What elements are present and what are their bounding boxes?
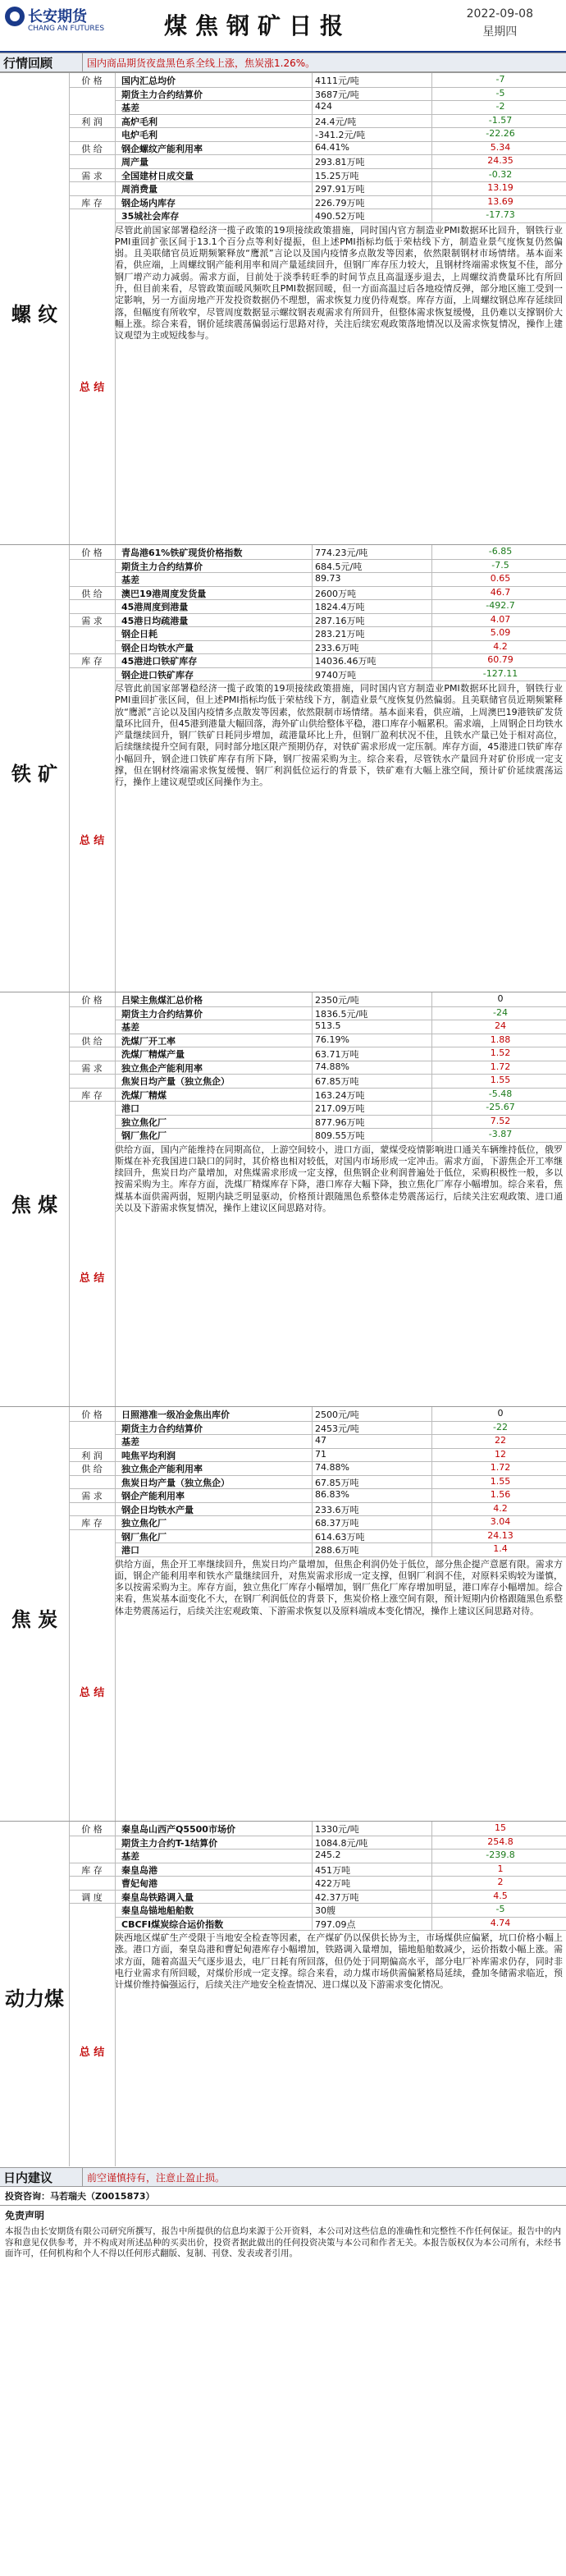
row-change: -22	[493, 1421, 508, 1432]
data-row	[0, 142, 566, 155]
row-indicator: 日照港准一级冶金焦出库价	[121, 1409, 230, 1420]
row-value: 217.09万吨	[315, 1103, 365, 1114]
data-row	[0, 1516, 566, 1529]
row-change: 46.7	[490, 586, 511, 598]
row-indicator: 秦皇岛山西产Q5500市场价	[121, 1824, 235, 1835]
data-row	[0, 1543, 566, 1556]
row-change: 254.8	[487, 1836, 514, 1847]
data-row	[0, 1020, 566, 1034]
data-row	[0, 128, 566, 141]
row-indicator: 独立焦化厂	[121, 1116, 167, 1128]
data-row	[0, 1918, 566, 1931]
row-category: 需 求	[81, 1491, 103, 1501]
data-row	[0, 546, 566, 559]
row-value: 797.09点	[315, 1918, 356, 1930]
row-change: 1.56	[490, 1489, 511, 1500]
report-header	[0, 0, 566, 53]
row-indicator: 港口	[121, 1103, 139, 1114]
row-change: -492.7	[486, 600, 515, 611]
row-category: 需 求	[81, 615, 103, 626]
row-indicator: 秦皇岛港	[121, 1864, 157, 1876]
row-category: 供 给	[81, 1035, 103, 1047]
disclaimer-text: 本报告由长安期货有限公司研究所撰写，报告中所提供的信息均来源于公开资料，本公司对这些信息的准确性和完整性不作任何保证。报告中的内容和意见仅供参考，并不构成对所述品种的买卖出价，投资者据此做出的任何投资决策与本公司和作者无关。本报告版权仅为本公司所有，未经书面许可，任何机构和个人不得以任何形式翻版、复制、刊登、发表或者引用。	[5, 2226, 561, 2258]
logo-mark-icon	[5, 7, 25, 26]
row-change: 1.72	[490, 1061, 511, 1072]
row-indicator: 期货主力合约结算价	[121, 89, 203, 100]
section-2	[0, 992, 566, 1407]
data-row	[0, 1089, 566, 1102]
row-divider	[115, 1142, 566, 1143]
row-indicator: 高炉毛利	[121, 116, 157, 127]
row-indicator: 曹妃甸港	[121, 1878, 157, 1889]
row-value: 1084.8元/吨	[315, 1837, 368, 1849]
data-row	[0, 1034, 566, 1047]
row-value: 9740万吨	[315, 669, 356, 681]
commodity-name: 动力煤	[5, 1987, 64, 2010]
row-value: 614.63万吨	[315, 1531, 365, 1542]
data-row	[0, 1836, 566, 1849]
row-indicator: 全国建材日成交量	[121, 170, 194, 181]
data-row	[0, 169, 566, 182]
data-row	[0, 1891, 566, 1904]
row-change: -2	[495, 101, 505, 112]
row-indicator: 期货主力合约结算价	[121, 1423, 203, 1434]
row-value: 774.23元/吨	[315, 548, 368, 558]
summary-text: 陕西地区煤矿生产受限于当地安全检查等因素，在产煤矿仍以保供长协为主，市场煤供应偏紧，坑口价格小幅上涨。港口方面，秦皇岛港和曹妃甸港库存小幅增加，铁路调入量增加，锚地船舶数减少，运价指数小幅上涨。需求方面，随着高温天气逐步退去，电厂日耗有所回落，但仍处于同期偏高水平，部分电厂补库需求仍存，同时非电行业需求有所回暖，对煤价形成一定支撑。综合来看，动力煤市场供需偏紧格局延续，叠加冬储需求临近，预计煤价维持偏强运行，后续关注产地安全检查情况、进口煤以及下游需求变化情况。	[115, 1932, 563, 1991]
section-3	[0, 1406, 566, 1822]
summary-text: 尽管此前国家部署稳经济一揽子政策的19项接续政策措施，同时国内官方制造业PMI数据环比回升，钢铁行业PMI重回扩张区间，但上述PMI指标均低于荣枯线下方，制造业景气度恢复仍然偏弱。且美联储官员近期频繁释放“鹰派”言论以及国内疫情多点散发等因素，依然限制市场情绪。基本面来看，供应端，上周澳巴19港铁矿发货量环比回升，但45港到港量大幅回落，海外矿山供给整体平稳，港口库存小幅累积。需求端，上周钢企日均铁水产量继续回升，钢厂铁矿日耗同步增加，疏港量环比上升，但钢厂盈利状况不佳，且铁水产量已处于相对高位，后续继续提升空间有限，同时部分地区限产预期仍存，对铁矿需求形成一定压制。库存方面，45港进口铁矿库存小幅回升，钢企进口铁矿库存有所下降，钢厂按需采购为主。综合来看，尽管铁水产量回升对矿价形成一定支撑，但在钢材终端需求恢复缓慢、钢厂利润低位运行的背景下，铁矿难有大幅上涨空间，预计矿价延续震荡运行，操作上建议观望或区间操作为主。	[115, 683, 563, 788]
row-value: 293.81万吨	[315, 157, 365, 167]
row-value: 490.52万吨	[315, 211, 365, 222]
row-category: 价 格	[81, 1824, 103, 1835]
company-name-cn: 长安期货	[28, 8, 87, 25]
row-value: 3687元/吨	[315, 89, 359, 100]
row-divider	[115, 1556, 566, 1557]
report-footer	[0, 2167, 566, 2262]
row-change: 2	[497, 1877, 504, 1887]
row-indicator: 钢企日均铁水产量	[121, 1504, 194, 1515]
market-review-text: 国内商品期货夜盘黑色系全线上涨，焦炭涨1.26%。	[87, 57, 316, 69]
data-row	[0, 587, 566, 600]
row-change: 24.35	[487, 155, 514, 166]
row-category: 供 给	[81, 588, 103, 599]
row-category: 库 存	[81, 656, 103, 667]
row-value: 245.2	[315, 1849, 341, 1860]
data-row	[0, 993, 566, 1006]
data-row	[0, 560, 566, 573]
data-row	[0, 573, 566, 586]
data-row	[0, 1849, 566, 1863]
row-indicator: 基差	[121, 1022, 139, 1033]
row-value: 67.85万吨	[315, 1076, 359, 1087]
row-value: 226.79万吨	[315, 197, 365, 209]
row-indicator: 港口	[121, 1545, 139, 1556]
row-value: 877.96万吨	[315, 1116, 365, 1128]
row-indicator: 钢企产能利用率	[121, 1491, 185, 1501]
row-change: -0.32	[488, 168, 513, 180]
data-row	[0, 1503, 566, 1516]
data-row	[0, 101, 566, 114]
row-change: -6.85	[488, 546, 513, 557]
row-change: -7	[495, 74, 505, 85]
row-indicator: 洗煤厂精煤	[121, 1089, 167, 1101]
row-change: 22	[495, 1435, 506, 1446]
data-row	[0, 641, 566, 654]
market-review	[0, 53, 566, 71]
row-value: 1824.4万吨	[315, 602, 365, 612]
data-row	[0, 614, 566, 627]
row-value: 30艘	[315, 1905, 335, 1916]
data-row	[0, 600, 566, 613]
row-indicator: 周产量	[121, 157, 148, 167]
row-indicator: 钢厂焦化厂	[121, 1130, 167, 1141]
data-row	[0, 88, 566, 101]
row-indicator: 电炉毛利	[121, 130, 157, 140]
row-value: 67.85万吨	[315, 1477, 359, 1488]
data-row	[0, 1129, 566, 1142]
row-indicator: 基差	[121, 575, 139, 585]
row-indicator: 吨焦平均利润	[121, 1450, 176, 1461]
row-indicator: 独立焦企产能利用率	[121, 1062, 203, 1074]
data-row	[0, 1075, 566, 1088]
row-category: 供 给	[81, 1464, 103, 1474]
commodity-name: 铁 矿	[11, 762, 58, 786]
row-change: 13.19	[487, 182, 514, 193]
data-row	[0, 1863, 566, 1877]
row-change: -24	[493, 1006, 508, 1018]
row-indicator: 吕梁主焦煤汇总价格	[121, 995, 203, 1006]
row-change: 4.2	[493, 640, 508, 652]
row-divider	[115, 1930, 566, 1931]
row-change: 1.72	[490, 1462, 511, 1473]
section-1	[0, 544, 566, 992]
row-change: -5.48	[488, 1088, 513, 1099]
data-row	[0, 1877, 566, 1890]
row-change: 0	[497, 993, 504, 1004]
data-row	[0, 1904, 566, 1917]
row-category: 库 存	[81, 1864, 103, 1876]
intraday-advice-label: 日内建议	[3, 2170, 53, 2185]
investment-advisor: 投资咨询：马若瑞夫（Z0015873）	[0, 2187, 566, 2206]
data-row	[0, 1102, 566, 1115]
data-row	[0, 1007, 566, 1020]
divider	[82, 2168, 83, 2186]
divider	[82, 53, 83, 71]
row-category: 利 润	[81, 116, 103, 127]
row-value: 297.91万吨	[315, 184, 365, 195]
row-indicator: 钢厂焦化厂	[121, 1531, 167, 1542]
row-indicator: 钢企日耗	[121, 629, 157, 639]
row-indicator: 基差	[121, 103, 139, 113]
data-row	[0, 1047, 566, 1061]
data-row	[0, 182, 566, 195]
data-row	[0, 1530, 566, 1543]
row-change: 4.74	[490, 1917, 511, 1928]
data-row	[0, 1449, 566, 1462]
row-change: -127.11	[482, 667, 518, 679]
data-row	[0, 115, 566, 128]
data-row	[0, 1489, 566, 1502]
row-value: 287.16万吨	[315, 615, 365, 626]
intraday-advice-text: 前空谨慎持有，注意止盈止损。	[87, 2172, 226, 2184]
row-value: 163.24万吨	[315, 1089, 365, 1101]
row-change: -3.87	[488, 1129, 513, 1139]
row-indicator: 秦皇岛锚地船舶数	[121, 1905, 194, 1916]
row-value: 233.6万吨	[315, 1504, 359, 1515]
row-change: 13.69	[487, 195, 514, 207]
row-category: 价 格	[81, 548, 103, 558]
summary-label: 总 结	[79, 834, 105, 847]
row-value: 1836.5元/吨	[315, 1008, 368, 1020]
row-divider	[115, 222, 566, 223]
data-row	[0, 1476, 566, 1489]
row-change: 1.88	[490, 1034, 511, 1045]
row-change: 5.34	[490, 141, 511, 153]
row-category: 库 存	[81, 1089, 103, 1101]
row-change: -1.57	[488, 114, 513, 126]
row-indicator: 45港进口铁矿库存	[121, 656, 198, 667]
row-value: -341.2元/吨	[315, 130, 366, 140]
row-category: 价 格	[81, 76, 103, 86]
row-change: 1.52	[490, 1047, 511, 1058]
row-change: 1.4	[493, 1543, 508, 1554]
company-name-en: CHANG AN FUTURES	[28, 25, 105, 33]
row-value: 451万吨	[315, 1864, 350, 1876]
row-indicator: 35城社会库存	[121, 211, 180, 222]
row-value: 71	[315, 1448, 326, 1460]
row-value: 424	[315, 101, 332, 112]
row-value: 2453元/吨	[315, 1423, 359, 1434]
row-change: 4.5	[493, 1890, 508, 1901]
row-value: 283.21万吨	[315, 629, 365, 639]
data-row	[0, 1422, 566, 1435]
row-indicator: 洗煤厂开工率	[121, 1035, 176, 1047]
row-change: 1	[497, 1863, 504, 1874]
summary-label: 总 结	[79, 2046, 105, 2059]
data-row	[0, 668, 566, 681]
data-row	[0, 627, 566, 640]
row-change: 4.07	[490, 613, 511, 625]
row-indicator: 钢企进口铁矿库存	[121, 669, 194, 681]
section-0	[0, 72, 566, 545]
row-value: 74.88%	[315, 1061, 349, 1072]
row-category: 价 格	[81, 1409, 103, 1420]
date-text: 2022-09-08	[466, 7, 533, 21]
row-indicator: 45港周度到港量	[121, 602, 189, 612]
row-indicator: CBCFI煤炭综合运价指数	[121, 1918, 224, 1930]
data-row	[0, 1408, 566, 1421]
row-indicator: 焦炭日均产量（独立焦企）	[121, 1477, 230, 1488]
section-4	[0, 1821, 566, 2166]
market-review-label: 行情回顾	[3, 56, 53, 71]
row-category: 调 度	[81, 1891, 103, 1903]
row-value: 68.37万吨	[315, 1518, 359, 1529]
market-review-bar	[0, 53, 566, 72]
data-row	[0, 196, 566, 209]
row-indicator: 国内汇总均价	[121, 76, 176, 86]
row-change: -17.73	[486, 209, 515, 220]
row-value: 64.41%	[315, 141, 349, 153]
row-value: 15.25万吨	[315, 170, 359, 181]
row-change: 1.55	[490, 1075, 511, 1085]
data-row	[0, 1462, 566, 1475]
row-change: 4.2	[493, 1502, 508, 1514]
row-change: 24	[495, 1020, 506, 1031]
row-value: 4111元/吨	[315, 76, 359, 86]
row-value: 86.83%	[315, 1489, 349, 1500]
row-indicator: 钢企日均铁水产量	[121, 642, 194, 653]
row-change: 60.79	[487, 654, 514, 665]
row-value: 288.6万吨	[315, 1545, 359, 1556]
row-category: 库 存	[81, 1518, 103, 1529]
row-change: 7.52	[490, 1115, 511, 1126]
row-indicator: 基差	[121, 1437, 139, 1447]
row-category: 供 给	[81, 143, 103, 154]
row-category: 需 求	[81, 1062, 103, 1074]
company-logo	[5, 5, 103, 44]
row-value: 684.5元/吨	[315, 561, 363, 572]
row-value: 14036.46万吨	[315, 656, 377, 667]
row-indicator: 青岛港61%铁矿现货价格指数	[121, 548, 243, 558]
row-indicator: 澳巴19港周度发货量	[121, 588, 207, 599]
row-change: 24.13	[487, 1529, 514, 1541]
data-row	[0, 654, 566, 667]
summary-label: 总 结	[79, 1272, 105, 1285]
report-date	[467, 5, 533, 41]
row-value: 233.6万吨	[315, 642, 359, 653]
row-change: -239.8	[486, 1849, 515, 1860]
row-change: 5.09	[490, 627, 511, 638]
row-value: 2500元/吨	[315, 1409, 359, 1420]
row-indicator: 期货主力合约T-1结算价	[121, 1837, 218, 1849]
row-indicator: 焦炭日均产量（独立焦企）	[121, 1076, 230, 1087]
row-change: 0.65	[490, 573, 511, 584]
disclaimer-title: 免责声明	[5, 2210, 45, 2221]
row-value: 74.88%	[315, 1462, 349, 1473]
row-indicator: 钢企螺纹产能利用率	[121, 143, 203, 154]
row-indicator: 独立焦化厂	[121, 1518, 167, 1529]
row-indicator: 周消费量	[121, 184, 157, 195]
summary-label: 总 结	[79, 381, 105, 394]
commodity-name: 焦 炭	[11, 1607, 58, 1631]
row-change: -7.5	[491, 559, 509, 571]
row-category: 价 格	[81, 995, 103, 1006]
row-indicator: 洗煤厂精煤产量	[121, 1049, 185, 1060]
row-indicator: 期货主力合约结算价	[121, 1008, 203, 1020]
data-row	[0, 1822, 566, 1836]
data-row	[0, 209, 566, 222]
row-change: -5	[495, 1904, 505, 1914]
row-value: 1330元/吨	[315, 1824, 359, 1835]
row-change: -22.26	[486, 128, 515, 139]
data-row	[0, 1116, 566, 1129]
row-value: 47	[315, 1435, 326, 1446]
summary-text: 供给方面，国内产能维持在同期高位，上游空间较小，进口方面，蒙煤受疫情影响进口通关车辆维持低位，俄罗斯煤在补充我国进口缺口的同时，其价格也相对较低，对国内市场形成一定冲击。需求方面，下游焦企开工率继续回升，焦炭日均产量增加，对焦煤需求形成一定支撑，但焦钢企业利润普遍处于低位，采购积极性一般，多以按需采购为主。库存方面，洗煤厂精煤库存下降，港口库存大幅下降，独立焦化厂库存小幅增加。综合来看，焦煤基本面供需两弱，短期内缺乏明显驱动，价格预计跟随黑色系整体走势震荡运行，后续关注宏观政策、进口通关以及下游需求恢复情况，操作上建议区间思路对待。	[115, 1144, 563, 1213]
row-value: 2350元/吨	[315, 995, 359, 1006]
data-row	[0, 74, 566, 87]
commodity-name: 螺 纹	[11, 302, 58, 326]
summary-label: 总 结	[79, 1686, 105, 1699]
row-change: -25.67	[486, 1102, 515, 1112]
row-change: 3.04	[490, 1516, 511, 1527]
row-indicator: 基差	[121, 1851, 139, 1862]
row-indicator: 钢企场内库存	[121, 197, 176, 209]
row-change: 12	[495, 1448, 506, 1460]
weekday-text: 星期四	[482, 25, 518, 39]
intraday-advice-bar	[0, 2167, 566, 2187]
row-change: 15	[495, 1822, 506, 1833]
summary-text: 供给方面，焦企开工率继续回升，焦炭日均产量增加，但焦企利润仍处于低位，部分焦企提产意愿有限。需求方面，钢企产能利用率和铁水产量继续回升，对焦炭需求形成一定支撑，但钢厂利润不佳，对原料采购较为谨慎，多以按需采购为主。库存方面，独立焦化厂库存小幅增加，钢厂焦化厂库存增加明显，港口库存小幅增加。综合来看，焦炭基本面变化不大，在钢厂利润低位的背景下，焦炭价格上涨空间有限，预计短期内价格跟随黑色系整体走势震荡运行，后续关注宏观政策、下游需求恢复以及原料端成本变化情况，操作上建议区间思路对待。	[115, 1558, 563, 1616]
row-category: 利 润	[81, 1450, 103, 1461]
row-value: 422万吨	[315, 1878, 350, 1889]
row-indicator: 秦皇岛铁路调入量	[121, 1891, 194, 1903]
data-row	[0, 155, 566, 168]
commodity-name: 焦 煤	[11, 1193, 58, 1217]
row-value: 513.5	[315, 1020, 341, 1031]
row-change: 0	[497, 1408, 504, 1419]
row-value: 2600万吨	[315, 588, 356, 599]
row-change: 1.55	[490, 1475, 511, 1487]
row-change: -5	[495, 87, 505, 99]
row-indicator: 期货主力合约结算价	[121, 561, 203, 572]
row-value: 89.73	[315, 573, 341, 584]
report-title: 煤焦钢矿日报	[164, 12, 352, 39]
row-indicator: 独立焦企产能利用率	[121, 1464, 203, 1474]
data-row	[0, 1435, 566, 1448]
row-value: 42.37万吨	[315, 1891, 359, 1903]
row-indicator: 45港日均疏港量	[121, 615, 189, 626]
summary-text: 尽管此前国家部署稳经济一揽子政策的19项接续政策措施，同时国内官方制造业PMI数据环比回升，钢铁行业PMI重回扩张区间于13.1个百分点等利好提振，但上述PMI指标均低于荣枯线下方，制造业景气度恢复仍然偏弱。且美联储官员近期频繁释放“鹰派”言论以及国内疫情多点散发等因素，依然限制钢材市场情绪。基本面来看，供应端，上周螺纹钢产能利用率和周产量延续回升，但钢厂库存压力较大，且钢材终端需求恢复不佳，部分钢厂增产动力减弱。需求方面，目前处于淡季转旺季的时间节点且高温逐步退去，上周螺纹消费量环比有所回升，但目前来看，尽管政策面暖风频吹且PMI数据回暖，但一方面高温过后各地疫情反弹，部分地区施工受到一定影响，另一方面房地产开发投资数据仍不理想，需求恢复力度仍待观察。库存方面，上周螺纹钢总库存延续回落，但幅度有所收窄，尽管周度数据显示螺纹钢表观需求有所回升，但整体需求恢复缓慢，且仍难以支撑钢价大幅上涨。综合来看，钢价延续震荡偏弱运行思路对待，关注后续宏观政策落地情况以及需求恢复情况，操作上建议观望为主或短线参与。	[115, 224, 563, 341]
data-row	[0, 1061, 566, 1075]
row-value: 76.19%	[315, 1034, 349, 1045]
row-value: 24.4元/吨	[315, 116, 357, 127]
row-category: 库 存	[81, 197, 103, 209]
row-value: 809.55万吨	[315, 1130, 365, 1141]
row-value: 63.71万吨	[315, 1049, 359, 1060]
row-category: 需 求	[81, 170, 103, 181]
